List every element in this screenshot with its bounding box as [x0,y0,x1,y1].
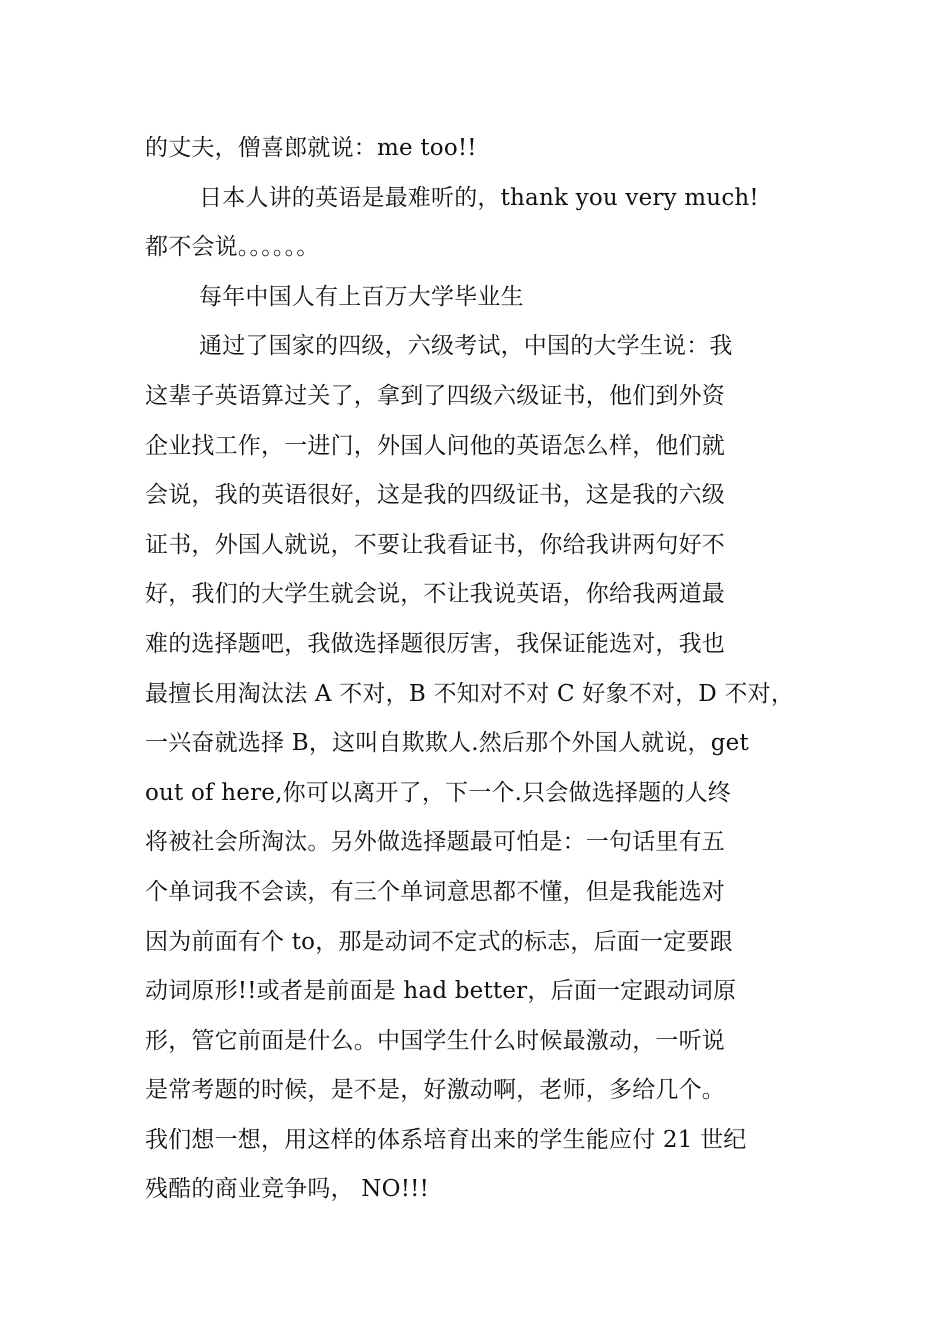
text-line: 个单词我不会读，有三个单词意思都不懂，但是我能选对 [145,878,725,905]
text-line: 会说，我的英语很好，这是我的四级证书，这是我的六级 [145,482,725,509]
text-line: out of here,你可以离开了，下一个.只会做选择题的人终 [145,779,731,806]
text-line: 难的选择题吧，我做选择题很厉害，我保证能选对，我也 [145,630,725,657]
text-line: 企业找工作，一进门，外国人问他的英语怎么样，他们就 [145,432,725,459]
text-line: 每年中国人有上百万大学毕业生 [199,283,524,310]
text-line: 我们想一想，用这样的体系培育出来的学生能应付 21 世纪 [145,1126,747,1153]
text-line: 因为前面有个 to，那是动词不定式的标志，后面一定要跟 [145,928,733,955]
text-line: 一兴奋就选择 B，这叫自欺欺人.然后那个外国人就说，get [145,730,749,757]
text-line: 是常考题的时候，是不是，好激动啊，老师，多给几个。 [145,1077,725,1104]
text-line: 日本人讲的英语是最难听的，thank you very much! [199,184,759,211]
text-line: 都不会说。。。。。。 [145,234,320,261]
text-line: 将被社会所淘汰。另外做选择题最可怕是：一句话里有五 [145,829,725,856]
body-text [145,124,825,1215]
text-line: 最擅长用淘汰法 A 不对，B 不知对不对 C 好象不对，D 不对， [145,680,795,707]
text-line: 形，管它前面是什么。中国学生什么时候最激动，一听说 [145,1027,725,1054]
text-line: 动词原形!!或者是前面是 had better，后面一定跟动词原 [145,978,737,1005]
text-line: 好，我们的大学生就会说，不让我说英语，你给我两道最 [145,581,725,608]
text-line: 残酷的商业竞争吗， NO!!! [145,1176,430,1203]
text-line: 的丈夫，僧喜郎就说：me too!! [145,135,477,161]
text-line: 这辈子英语算过关了，拿到了四级六级证书，他们到外资 [145,382,725,409]
text-line: 证书，外国人就说，不要让我看证书，你给我讲两句好不 [145,531,725,558]
text-line: 通过了国家的四级，六级考试，中国的大学生说：我 [199,333,733,360]
